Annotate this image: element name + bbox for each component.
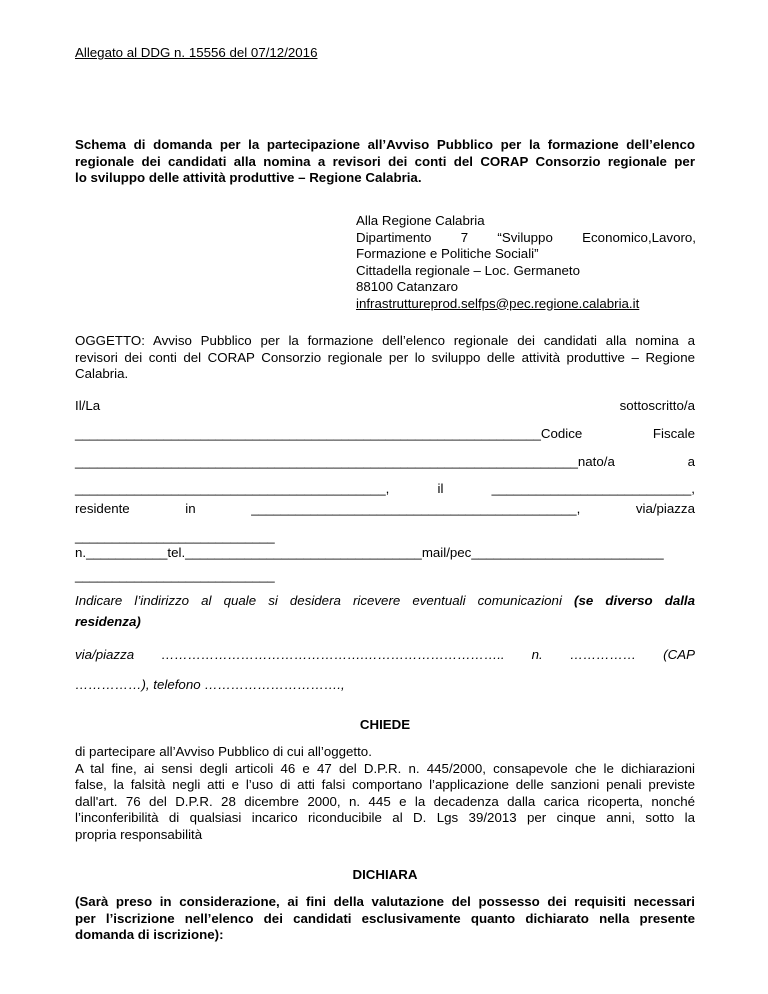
recipient-block <box>356 213 696 312</box>
chiede-heading: CHIEDE <box>359 717 411 732</box>
mail-continuation-blank-field[interactable]: ___________________________ <box>75 568 275 583</box>
recipient-line: Alla Regione Calabria <box>356 213 485 228</box>
via-piazza-label: via/piazza <box>635 501 695 516</box>
chiede-line: di partecipare all’Avviso Pubblico di cui all’oggetto. <box>75 744 372 759</box>
alt-n-label: n. <box>531 647 543 662</box>
form-row-nato <box>75 454 695 469</box>
chiede-line: propria responsabilità <box>75 826 203 842</box>
document-title <box>75 137 695 187</box>
name-blank-field[interactable]: _______________________________________________________________Codice <box>75 426 583 441</box>
birthplace-blank-field[interactable]: __________________________________________, <box>75 481 390 496</box>
title-line: lo sviluppo delle attività produttive – Regione Calabria. <box>75 170 422 185</box>
birthdate-blank-field[interactable]: ___________________________, <box>491 481 695 496</box>
recipient-line: 88100 Catanzaro <box>356 279 459 294</box>
recipient-line: Cittadella regionale – Loc. Germaneto <box>356 262 580 278</box>
subject-line: revisori dei conti del CORAP Consorzio regionale per lo sviluppo delle attività produttive – Regione <box>75 349 695 365</box>
il-la-label: Il/La <box>75 398 101 413</box>
alt-via-label: via/piazza <box>75 647 135 662</box>
alt-via-dots[interactable]: ……………………………………….………………………….. <box>161 647 505 662</box>
form-row-residence <box>75 501 695 516</box>
chiede-paragraph <box>75 744 695 843</box>
recipient-email-link[interactable]: infrastruttureprod.selfps@pec.regione.calabria.it <box>356 295 640 311</box>
chiede-line: false, la falsità negli atti e l’uso di atti falsi comportano l’applicazione delle sanzioni penali previste <box>75 777 695 792</box>
dichiara-line: domanda di iscrizione): <box>75 927 224 942</box>
address-note-bold: (se diverso dalla <box>574 593 695 608</box>
alt-n-dots[interactable]: …………… <box>569 647 637 662</box>
sottoscritto-label: sottoscritto/a <box>619 398 695 413</box>
a-label: a <box>687 454 695 469</box>
address-note-text: Indicare l’indirizzo al quale si desidera ricevere eventuali comunicazioni <box>75 593 562 608</box>
alt-cap-label: (CAP <box>663 647 695 662</box>
form-row-birth <box>75 481 695 496</box>
dichiara-paragraph <box>75 894 695 944</box>
recipient-line: Formazione e Politiche Sociali” <box>356 246 539 261</box>
dichiara-line: per l’iscrizione nell’elenco dei candidati esclusivamente quanto dichiarato nella presente <box>75 910 695 926</box>
title-line: regionale dei candidati alla nomina a revisori dei conti del CORAP Consorzio regionale per <box>75 153 695 169</box>
chiede-line: l’inconferibilità di qualsiasi incarico riconducibile al D. Lgs 39/2013 per cinque anni, sotto la <box>75 810 695 825</box>
alt-address-row <box>75 647 695 662</box>
subject-paragraph <box>75 333 695 383</box>
address-note <box>75 590 695 632</box>
residence-blank-field[interactable]: ____________________________________________, <box>251 501 581 516</box>
fiscale-label: Fiscale <box>652 426 695 441</box>
number-phone-mail-blank-fields[interactable]: n.___________tel.________________________________mail/pec__________________________ <box>75 545 664 560</box>
dichiara-line: (Sarà preso in considerazione, ai fini della valutazione del possesso dei requisiti necessari <box>75 894 695 909</box>
form-row-name <box>75 398 695 413</box>
recipient-line: Dipartimento 7 “Sviluppo Economico,Lavoro, <box>356 229 696 245</box>
chiede-line: dall'art. 76 del D.P.R. 28 dicembre 2000, n. 445 e la decadenza dalla carica ricoperta, nonché <box>75 793 695 809</box>
il-label: il <box>437 481 444 496</box>
dichiara-heading: DICHIARA <box>352 867 418 882</box>
alt-address-line2[interactable]: ……………), telefono …………………………., <box>75 677 345 692</box>
residente-label: residente <box>75 501 130 516</box>
subject-line: Calabria. <box>75 366 129 381</box>
annex-reference: Allegato al DDG n. 15556 del 07/12/2016 <box>75 45 318 60</box>
address-note-bold2: residenza) <box>75 614 141 629</box>
street-blank-field[interactable]: ___________________________ <box>75 529 275 544</box>
fiscal-code-blank-field[interactable]: ____________________________________________________________________nato/a <box>75 454 615 469</box>
form-row-contacts <box>75 545 695 560</box>
chiede-line: A tal fine, ai sensi degli articoli 46 e 47 del D.P.R. n. 445/2000, consapevole che le dichiarazioni <box>75 760 695 776</box>
title-line: Schema di domanda per la partecipazione all’Avviso Pubblico per la formazione dell’elenco <box>75 137 695 152</box>
form-row-codice <box>75 426 695 441</box>
subject-line: OGGETTO: Avviso Pubblico per la formazione dell’elenco regionale dei candidati alla nomina a <box>75 333 695 348</box>
in-label: in <box>185 501 196 516</box>
